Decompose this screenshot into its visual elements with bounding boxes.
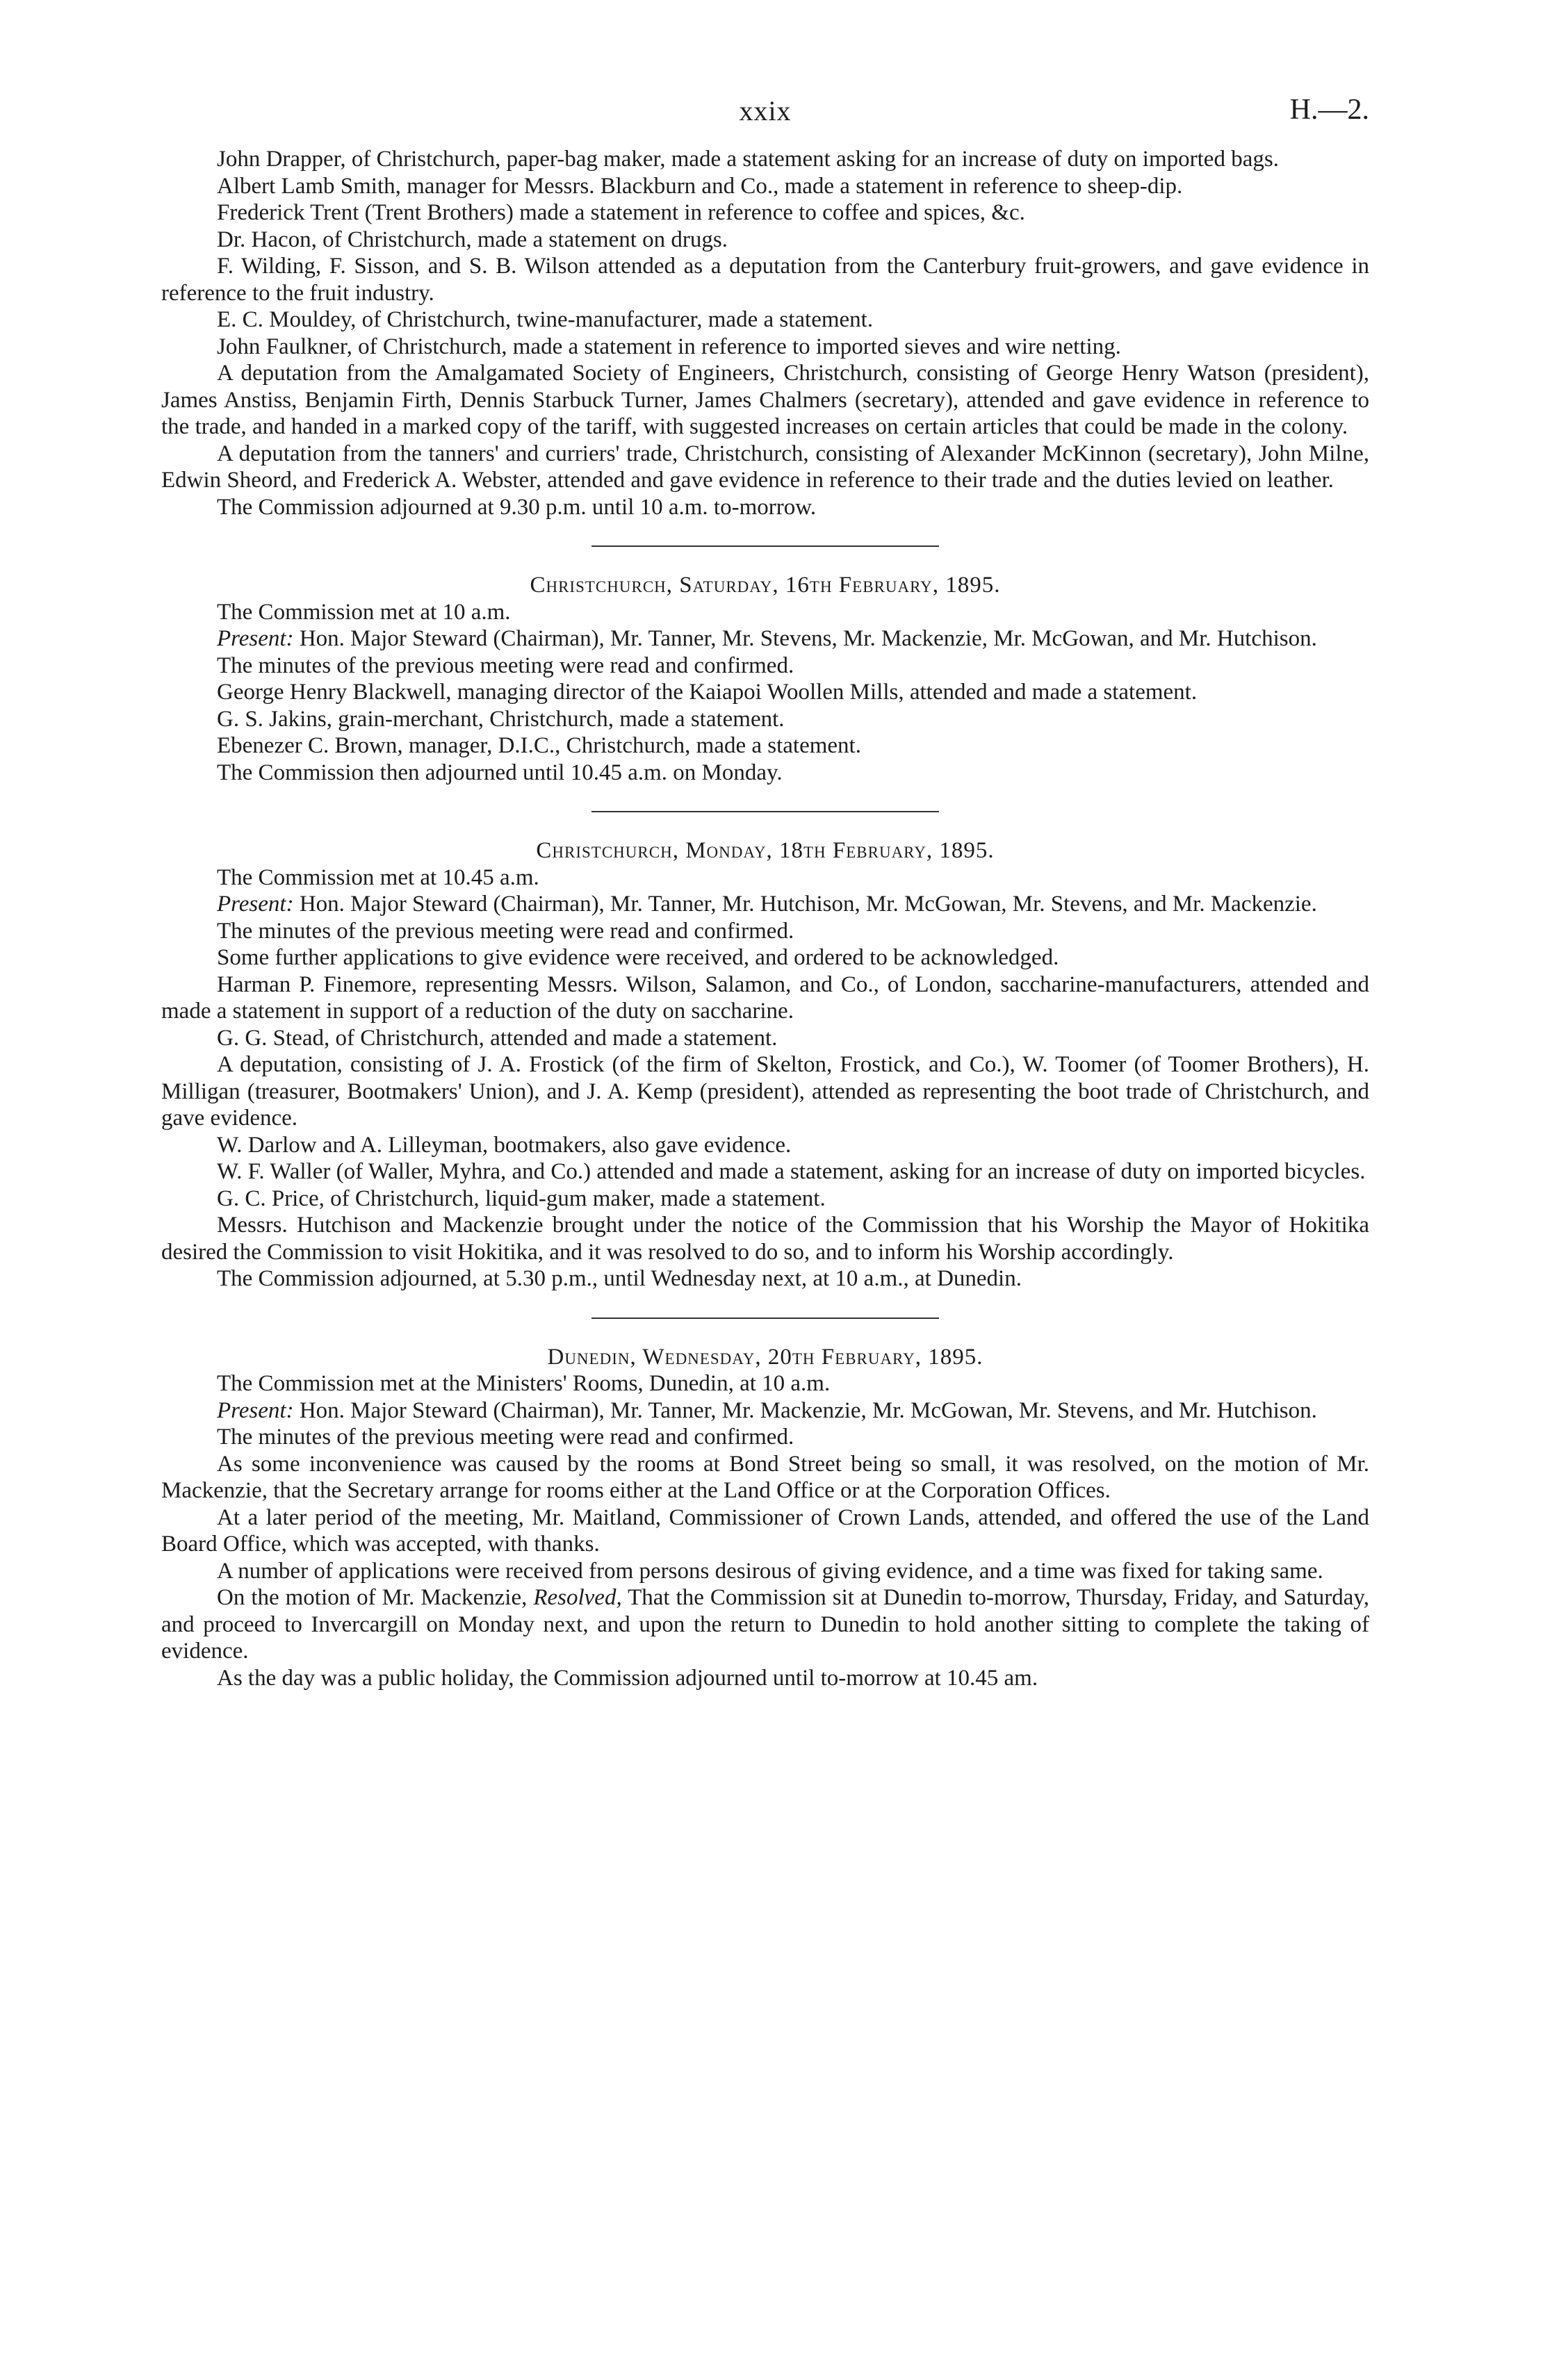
paragraph [161, 1584, 1369, 1665]
document-page [161, 83, 1369, 1691]
section-heading: Christchurch, Saturday, 16th February, 1895. [530, 573, 1001, 598]
paragraph-text: Hon. Major Steward (Chairman), Mr. Tanner, Mr. Mackenzie, Mr. McGowan, Mr. Stevens, and Mr. Hutchison. [293, 1397, 1317, 1423]
present-label: Present: [217, 626, 294, 651]
section-monday [161, 837, 1369, 1292]
paragraph: F. Wilding, F. Sisson, and S. B. Wilson attended as a deputation from the Canterbury fruit-growers, and gave evidence in reference to the fruit industry. [161, 254, 1369, 306]
paragraph: E. C. Mouldey, of Christchurch, twine-manufacturer, made a statement. [217, 307, 874, 332]
paragraph: W. F. Waller (of Waller, Myhra, and Co.) attended and made a statement, asking for an increase of duty on imported bicycles. [217, 1159, 1366, 1184]
paragraph: The minutes of the previous meeting were read and confirmed. [217, 918, 794, 944]
resolved-label: Resolved, [533, 1585, 622, 1610]
paragraph-text: That the Commission sit at Dunedin to-morrow, Thursday, Friday, and Saturday, and proceed to Invercargill on Monday next, and upon the return to Dunedin to hold another sitting to complete the taking of evidence. [161, 1585, 1369, 1664]
paragraph: John Faulkner, of Christchurch, made a statement in reference to imported sieves and wire netting. [217, 334, 1121, 359]
paragraph-text: Hon. Major Steward (Chairman), Mr. Tanner, Mr. Stevens, Mr. Mackenzie, Mr. McGowan, and Mr. Hutchison. [293, 626, 1317, 651]
paragraph: John Drapper, of Christchurch, paper-bag maker, made a statement asking for an increase of duty on imported bags. [217, 147, 1279, 172]
paragraph-text: On the motion of Mr. Mackenzie, [217, 1585, 534, 1610]
section-divider [591, 811, 939, 812]
paragraph: A deputation from the tanners' and curriers' trade, Christchurch, consisting of Alexander McKinnon (secretary), John Milne, Edwin Sheord, and Frederick A. Webster, attended and gave evidence in reference to their trade and the duties levied on leather. [161, 441, 1369, 493]
paragraph: Albert Lamb Smith, manager for Messrs. Blackburn and Co., made a statement in reference to sheep-dip. [217, 173, 1183, 199]
present-label: Present: [217, 892, 294, 917]
intro-block [161, 146, 1369, 520]
paragraph: The Commission adjourned, at 5.30 p.m., until Wednesday next, at 10 a.m., at Dunedin. [217, 1266, 1022, 1291]
paragraph [161, 625, 1369, 653]
paragraph: G. G. Stead, of Christchurch, attended and made a statement. [217, 1025, 778, 1051]
paragraph [161, 891, 1369, 918]
paragraph: Messrs. Hutchison and Mackenzie brought under the notice of the Commission that his Worship the Mayor of Hokitika desired the Commission to visit Hokitika, and it was resolved to do so, and to inform his Worship accordingly. [161, 1213, 1369, 1265]
paragraph: Ebenezer C. Brown, manager, D.I.C., Christchurch, made a statement. [217, 733, 861, 758]
paragraph: A deputation, consisting of J. A. Frostick (of the firm of Skelton, Frostick, and Co.), W. Toomer (of Toomer Brothers), H. Milligan (treasurer, Bootmakers' Union), and J. A. Kemp (president), attended as representing the boot trade of Christchurch, and gave evidence. [161, 1052, 1369, 1131]
document-reference: H.—2. [1289, 94, 1369, 126]
paragraph: G. C. Price, of Christchurch, liquid-gum maker, made a statement. [217, 1185, 826, 1211]
section-divider [591, 545, 939, 547]
paragraph: The Commission then adjourned until 10.45 a.m. on Monday. [217, 760, 783, 785]
paragraph: As some inconvenience was caused by the rooms at Bond Street being so small, it was resolved, on the motion of Mr. Mackenzie, that the Secretary arrange for rooms either at the Land Office or at the Corporation Offices. [161, 1451, 1369, 1503]
paragraph: The Commission adjourned at 9.30 p.m. until 10 a.m. to-morrow. [217, 494, 817, 520]
paragraph: George Henry Blackwell, managing director of the Kaiapoi Woollen Mills, attended and made a statement. [217, 680, 1198, 705]
page-header [161, 83, 1369, 146]
paragraph: A deputation from the Amalgamated Society of Engineers, Christchurch, consisting of George Henry Watson (president), James Anstiss, Benjamin Firth, Dennis Starbuck Turner, James Chalmers (secretary), attended and gave evidence in reference to the trade, and handed in a marked copy of the tariff, with suggested increases on certain articles that could be made in the colony. [161, 361, 1369, 439]
paragraph: A number of applications were received from persons desirous of giving evidence, and a time was fixed for taking same. [217, 1558, 1323, 1584]
paragraph: The Commission met at 10.45 a.m. [217, 864, 539, 890]
page-number: xxix [739, 95, 792, 126]
paragraph: The minutes of the previous meeting were read and confirmed. [217, 653, 794, 678]
paragraph-text: Hon. Major Steward (Chairman), Mr. Tanner, Mr. Hutchison, Mr. McGowan, Mr. Stevens, and Mr. Mackenzie. [293, 892, 1317, 917]
paragraph: The Commission met at the Ministers' Rooms, Dunedin, at 10 a.m. [217, 1371, 831, 1396]
paragraph: The minutes of the previous meeting were read and confirmed. [217, 1425, 794, 1450]
section-saturday [161, 572, 1369, 786]
paragraph [161, 1397, 1369, 1425]
section-heading: Christchurch, Monday, 18th February, 1895. [536, 838, 995, 863]
paragraph: W. Darlow and A. Lilleyman, bootmakers, also gave evidence. [217, 1132, 792, 1158]
paragraph: Some further applications to give evidence were received, and ordered to be acknowledged. [217, 945, 1059, 970]
paragraph: The Commission met at 10 a.m. [217, 599, 511, 625]
paragraph: Harman P. Finemore, representing Messrs. Wilson, Salamon, and Co., of London, saccharine-manufacturers, attended and made a statement in support of a reduction of the duty on saccharine. [161, 971, 1369, 1024]
section-wednesday [161, 1344, 1369, 1692]
section-heading: Dunedin, Wednesday, 20th February, 1895. [547, 1344, 983, 1370]
section-divider [591, 1318, 939, 1319]
paragraph: At a later period of the meeting, Mr. Maitland, Commissioner of Crown Lands, attended, and offered the use of the Land Board Office, which was accepted, with thanks. [161, 1504, 1369, 1557]
present-label: Present: [217, 1397, 294, 1423]
paragraph: Dr. Hacon, of Christchurch, made a statement on drugs. [217, 227, 728, 252]
paragraph: As the day was a public holiday, the Commission adjourned until to-morrow at 10.45 am. [217, 1665, 1038, 1691]
paragraph: G. S. Jakins, grain-merchant, Christchurch, made a statement. [217, 706, 785, 732]
paragraph: Frederick Trent (Trent Brothers) made a statement in reference to coffee and spices, &c. [217, 200, 1025, 225]
